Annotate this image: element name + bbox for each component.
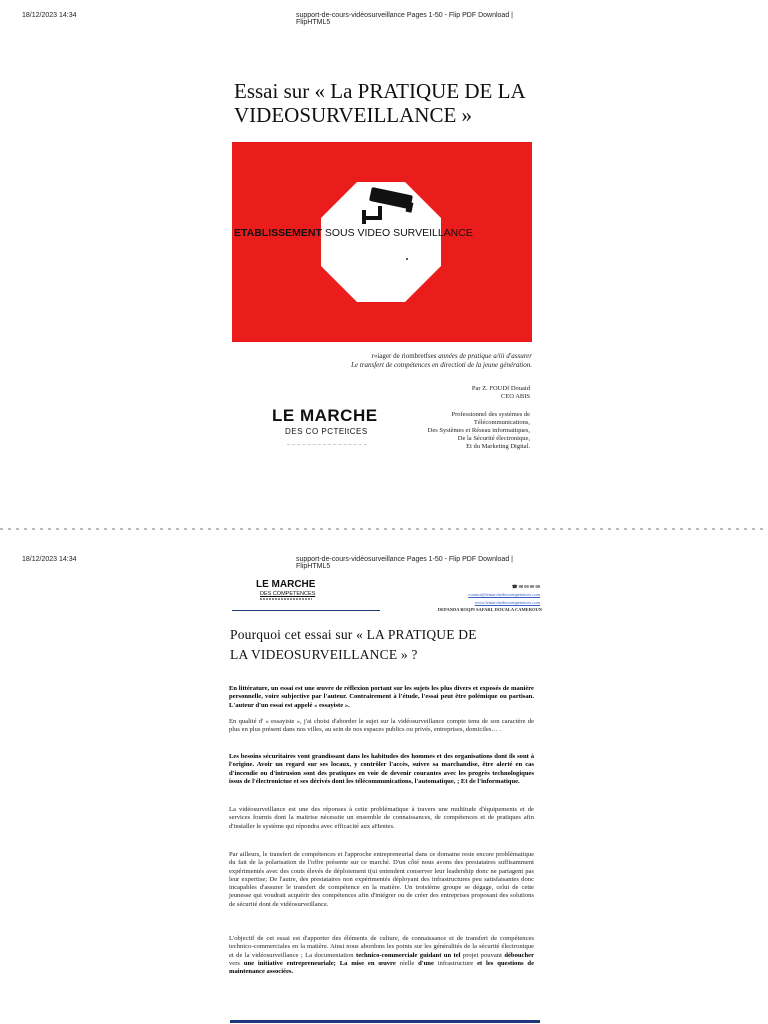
page2-print-date: 18/12/2023 14:34 <box>22 556 77 563</box>
p6-bold: déboucher <box>504 951 534 959</box>
section-heading <box>230 625 550 665</box>
page2-logo-tagline <box>260 598 312 600</box>
author-name: Par Z. FOUDf Douaid <box>471 385 530 392</box>
section-heading-line2 <box>230 645 550 665</box>
sign-text-bold: ETABLISSEMENT <box>234 227 322 239</box>
document-title <box>234 79 526 127</box>
page1-print-title: support-de-cours-vidéosurveillance Pages 1-50 - Flip PDF Download | <box>296 12 513 19</box>
logo-title: LE MARCHE <box>272 406 378 425</box>
cctv-camera-icon <box>360 186 420 226</box>
subtitle-line2: Le transfert de cotnpétences en directioti de la jeune génération. <box>351 361 532 369</box>
paragraph-2: En qualité d' « essayiste », j'ai choisi d'aborder le sujet sur la vidéosurveillance compte tenu de son caractère de plus en plus présent dans nos villes, au sein de nos espaces publics ou privés, entreprises, domiciles… . <box>229 718 534 734</box>
phone-number: ☎ 00 00 00 00 <box>511 584 540 589</box>
contact-email-link[interactable]: contact@lemarchedescompetences.com <box>468 592 540 597</box>
author-role: CEO ABIS <box>500 393 530 400</box>
sign-text <box>234 227 473 239</box>
p6-part: projet pouvant <box>460 951 505 959</box>
paragraph-4: La vidéosurveillance est une des réponses à cette problématique à travers une multitude d'équipements et de services fournis dont la maitrise nécessite un ensemble de connaissances, de compétences et de pratiques afin d'installer le système qui répondra avec efficacité aux aHentes. <box>229 806 534 830</box>
p6-bold: et les questions de maintenance associées. <box>229 959 535 976</box>
paragraph-1: En littérature, un essai est une œuvre de réflexion portant sur les sujets les plus divers et exposés de manière personnelle, voire subjective par l'auteur. Contrairement à l'étude, l'essai peut être polémique ou partisan. L'auteur d'un essai est appelé « essayiste ». <box>229 685 534 709</box>
paragraph-5: Par ailleurs, le transfert de compétences et l'approche entrepreneurial dans ce domaine reste encore problématique du fait de la polarisation de l'offre présente sur ce marché. D'un côté nous avons des prestataires suffisamment expérimentés avec des couts élevés de déploiement t(ui entendent conserver leur leadership donc ne partagent pas leur expertise; De l'autre, des prestataires non expérimentés déployant des infrastructures peu satisfaisantes donc incapables d'assurer le transfert de compétence en la matière. Un troisième groupe se dégage, celui de cette jeunesse qui voudrait acquérir des compétences afin d'intégrer ou de créer des entreprises proposant des solutions de sécurité dont de vidéosurveillance. <box>229 851 534 908</box>
sign-text-regular: SOUS VIDEO SURVEILLANCE <box>321 227 473 239</box>
p6-bold: une initiative entrepreneuriale; La mise en œuvre <box>243 959 396 967</box>
page-separator <box>0 528 768 530</box>
profession-block <box>380 411 530 451</box>
sign-dot <box>406 258 408 260</box>
logo-subtitle: DES CO PCTEltCES <box>285 427 368 436</box>
p6-part: infrastructure <box>433 959 478 967</box>
p6-part: réelle <box>395 959 419 967</box>
document-title-line2: VIDEOSURVEILLANCE » <box>234 103 473 127</box>
profession-line: De la Sécurité électronique, <box>457 435 530 442</box>
document-title-line1: Essai sur « La PRATIQUE DE LA <box>234 79 526 103</box>
page2-logo-title: LE MARCHE <box>256 579 316 590</box>
profession-line: Et du Marketing Digital. <box>466 443 530 450</box>
author-block <box>380 385 530 401</box>
p6-bold: d'une <box>418 959 434 967</box>
section-heading-line2-text: LA VIDEOSURVEILLANCE » ? <box>230 647 418 662</box>
cctv-warning-banner <box>232 142 532 342</box>
profession-line: Des Systèmes et Réseau informatiques, <box>427 427 530 434</box>
paragraph-6 <box>229 935 534 976</box>
page2-print-title: support-de-cours-vidéosurveillance Pages 1-50 - Flip PDF Download | <box>296 556 513 563</box>
subtitle-italic <box>232 352 532 370</box>
section-heading-line1: Pourquoi cet essai sur « LA PRATIQUE DE <box>230 627 477 642</box>
footer-rule <box>230 1020 540 1023</box>
p6-bold: technico-commerciale guidant un tel <box>356 951 461 959</box>
website-link[interactable]: www.lemarchedescompetences.com <box>474 600 540 605</box>
profession-line: Télécommunications, <box>473 419 530 426</box>
page2-logo-subtitle: DES COMPETENCES <box>260 591 316 597</box>
address: DEPANDA BOQPI SAFARI, DOUALA CAMEROUN <box>380 607 542 613</box>
profession-line: Professionnel des systèmes de <box>451 411 530 418</box>
subtitle-line1-b: années de pratique a/iii d'assurer <box>438 352 532 360</box>
logo-underline <box>287 444 367 445</box>
page2-print-title-cont: FlipHTML5 <box>296 563 331 570</box>
paragraph-3: Les besoins sécuritaires vont grandissant dans les habitudes des hommes et des organisations dont ils sont à l'origine. Avoir un regard sur ses locaux, y contrôler l'accès, suivre sa marchandise, être alerté en cas d'incendie ou d'intrusion sont des pratiques en voie de devenir courantes avec les progrès technologiques issus de l'électronictue et ses dérivés dont les télécommunications, l'automatique, ; Et de l'informatique. <box>229 753 534 785</box>
subtitle-line1-a: r«iager de riombretfses <box>371 352 439 360</box>
page1-print-date: 18/12/2023 14:34 <box>22 12 77 19</box>
page1-print-title-cont: FlipHTML5 <box>296 19 331 26</box>
p6-part: vers <box>229 959 244 967</box>
p6-part: L'objectif de cet essai est d'apporter des éléments de culture, de connaissance et de transfert de compétences technico-commerciales en la matière. Ainsi nous abordons les points sur les généralités de la sécurité électronique et de la vidéosurveillance ; La documentation <box>229 935 534 959</box>
subtitle-line1 <box>232 352 532 361</box>
